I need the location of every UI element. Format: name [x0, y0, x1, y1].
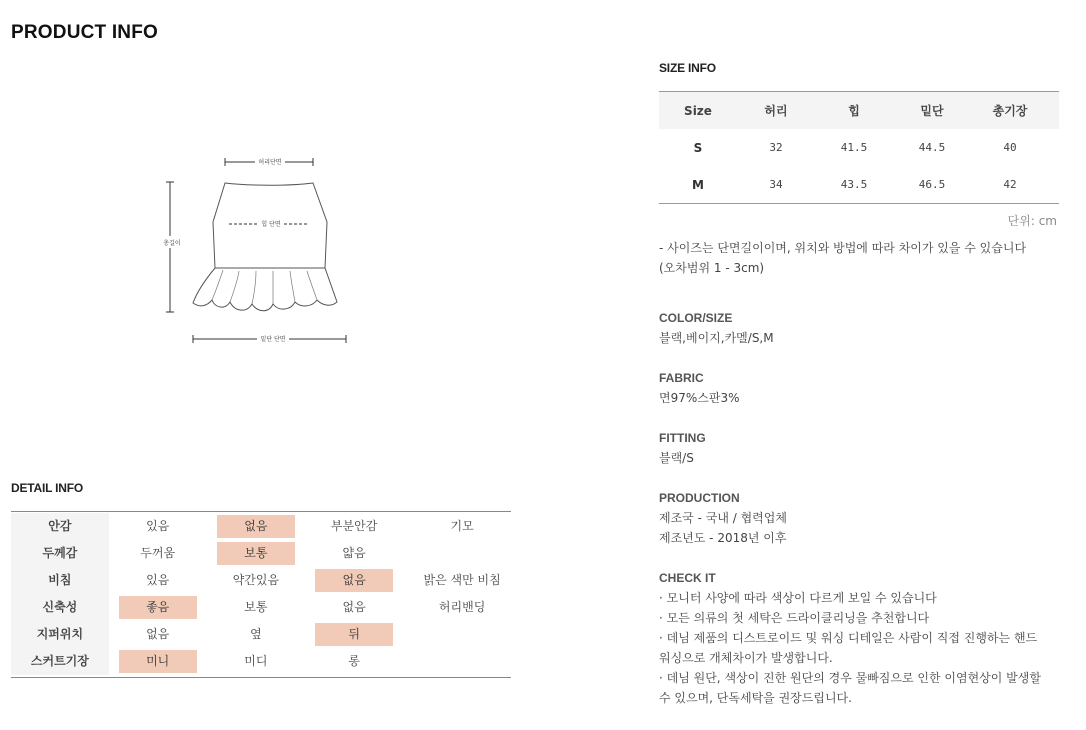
detail-row-label: 지퍼위치	[11, 621, 109, 648]
detail-option: 롱	[348, 654, 360, 668]
size-table-cell: 44.5	[918, 141, 946, 154]
detail-row	[11, 567, 511, 594]
detail-option-selected: 없음	[315, 569, 393, 592]
detail-option-selected: 보통	[217, 542, 295, 565]
size-table-cell: 43.5	[840, 178, 868, 191]
detail-row	[11, 648, 511, 675]
detail-option: 부분안감	[330, 519, 378, 533]
size-table-cell: 46.5	[918, 178, 946, 191]
detail-info-table	[11, 511, 511, 678]
production-line: 제조국 - 국내 / 협력업체	[659, 511, 787, 525]
fitting-value: 블랙/S	[659, 451, 694, 465]
detail-row-label: 스커트기장	[11, 648, 109, 675]
detail-row-label: 두께감	[11, 540, 109, 567]
size-info-table	[659, 91, 1059, 204]
detail-row	[11, 594, 511, 621]
check-it-line: · 데님 제품의 디스트로이드 및 워싱 디테일은 사람이 직접 진행하는 핸드	[659, 631, 1038, 645]
check-it-label: CHECK IT	[659, 571, 716, 585]
size-table-cell: 34	[769, 178, 783, 191]
detail-row-label: 비침	[11, 567, 109, 594]
detail-row	[11, 513, 511, 540]
detail-row	[11, 540, 511, 567]
size-table-cell: 32	[769, 141, 783, 154]
fabric-block	[659, 368, 1069, 408]
detail-option: 밝은 색만 비침	[423, 573, 501, 587]
detail-option	[413, 542, 511, 565]
color-size-value: 블랙,베이지,카멜/S,M	[659, 331, 774, 345]
size-note	[659, 238, 1069, 278]
fabric-value: 면97%스판3%	[659, 391, 740, 405]
fabric-label: FABRIC	[659, 371, 704, 385]
detail-option: 얇음	[342, 546, 366, 560]
detail-option: 없음	[342, 600, 366, 614]
hem-measure-label: 밑단 단면	[260, 336, 286, 343]
check-it-line: 수 있으며, 단독세탁을 권장드립니다.	[659, 691, 852, 705]
size-column-header: 밑단	[920, 104, 944, 118]
size-table-cell: 42	[1003, 178, 1017, 191]
size-column-header: 힙	[848, 104, 860, 118]
check-it-line: 워싱으로 개체차이가 발생합니다.	[659, 651, 833, 665]
unit-label: 단위: cm	[1007, 214, 1057, 228]
detail-option: 있음	[146, 519, 170, 533]
detail-option: 약간있음	[232, 573, 280, 587]
check-it-line: · 모니터 사양에 따라 색상이 다르게 보일 수 있습니다	[659, 591, 937, 605]
size-note-line: - 사이즈는 단면길이이며, 위치와 방법에 따라 차이가 있을 수 있습니다	[659, 241, 1027, 255]
detail-row	[11, 621, 511, 648]
check-it-block	[659, 568, 1069, 708]
detail-option	[413, 623, 511, 646]
skirt-measurement-sketch	[155, 150, 355, 350]
size-column-header: 허리	[764, 104, 788, 118]
detail-option-selected: 뒤	[315, 623, 393, 646]
hip-measure-label: 힙 단면	[261, 221, 281, 228]
production-label: PRODUCTION	[659, 491, 740, 505]
size-column-header: Size	[684, 103, 712, 118]
size-table-cell: 41.5	[840, 141, 868, 154]
detail-info-heading: DETAIL INFO	[11, 481, 84, 495]
size-table-row	[659, 129, 1059, 166]
fitting-label: FITTING	[659, 431, 706, 445]
check-it-line: · 데님 원단, 색상이 진한 원단의 경우 물빠짐으로 인한 이염현상이 발생할	[659, 671, 1041, 685]
waist-measure-label: 허리단면	[258, 159, 282, 166]
length-measure-label: 총길이	[163, 240, 181, 247]
size-column-header: 총기장	[992, 104, 1028, 118]
detail-option-selected: 좋음	[119, 596, 197, 619]
detail-option: 보통	[244, 600, 268, 614]
color-size-label: COLOR/SIZE	[659, 311, 733, 325]
size-table-cell: 40	[1003, 141, 1017, 154]
size-info-heading: SIZE INFO	[659, 61, 716, 75]
detail-option: 기모	[450, 519, 474, 533]
detail-option	[413, 650, 511, 673]
size-table-row	[659, 166, 1059, 203]
detail-row-label: 신축성	[11, 594, 109, 621]
size-table-cell: S	[693, 140, 703, 155]
detail-option-selected: 없음	[217, 515, 295, 538]
detail-option-selected: 미니	[119, 650, 197, 673]
detail-option: 있음	[146, 573, 170, 587]
size-table-header	[659, 92, 1059, 129]
detail-option: 두꺼움	[140, 546, 176, 560]
detail-option: 옆	[250, 627, 262, 641]
production-block	[659, 488, 1069, 548]
production-line: 제조년도 - 2018년 이후	[659, 531, 787, 545]
check-it-line: · 모든 의류의 첫 세탁은 드라이클리닝을 추천합니다	[659, 611, 930, 625]
detail-row-label: 안감	[11, 513, 109, 540]
detail-option: 없음	[146, 627, 170, 641]
color-size-block	[659, 308, 1069, 348]
detail-option: 미디	[244, 654, 268, 668]
size-note-line: (오차범위 1 - 3cm)	[659, 261, 765, 275]
page-title: PRODUCT INFO	[11, 22, 159, 43]
size-table-cell: M	[692, 177, 704, 192]
detail-option: 허리밴딩	[438, 600, 486, 614]
fitting-block	[659, 428, 1069, 468]
